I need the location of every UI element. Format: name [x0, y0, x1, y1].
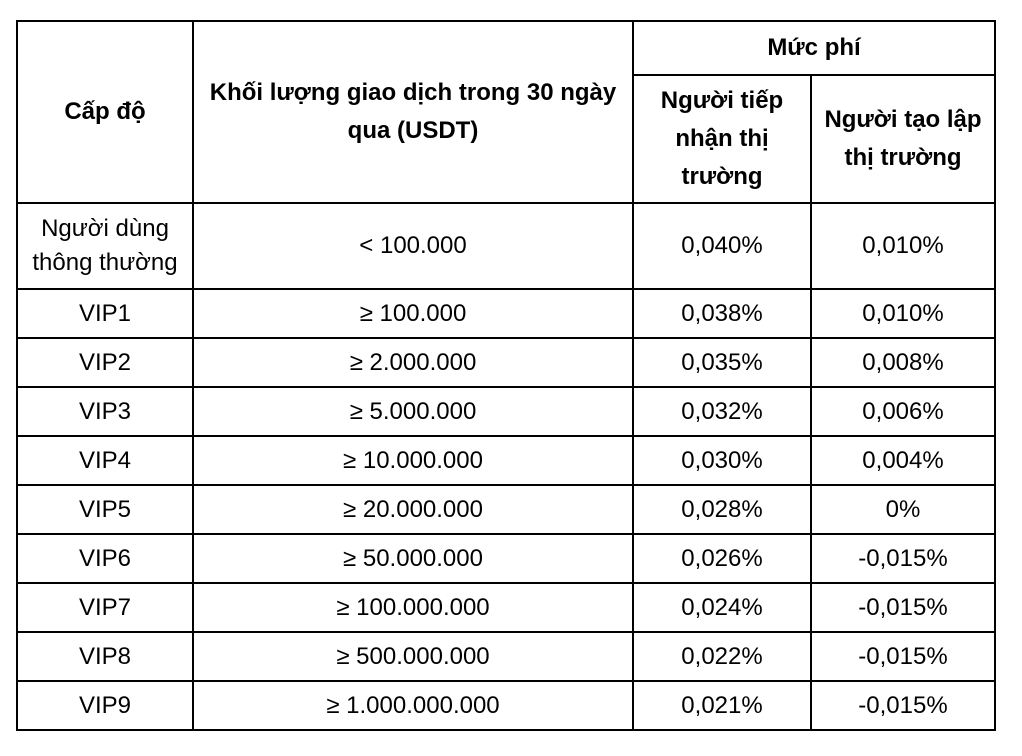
cell-taker-fee: 0,024% — [633, 583, 811, 632]
cell-taker-fee: 0,030% — [633, 436, 811, 485]
cell-taker-fee: 0,021% — [633, 681, 811, 730]
cell-volume: ≥ 50.000.000 — [193, 534, 633, 583]
cell-volume: ≥ 100.000.000 — [193, 583, 633, 632]
table-row — [17, 534, 995, 583]
table-row — [17, 583, 995, 632]
cell-maker-fee: -0,015% — [811, 534, 995, 583]
cell-maker-fee: 0% — [811, 485, 995, 534]
header-fee-group: Mức phí — [633, 21, 995, 75]
cell-volume: < 100.000 — [193, 203, 633, 289]
cell-volume: ≥ 20.000.000 — [193, 485, 633, 534]
cell-taker-fee: 0,022% — [633, 632, 811, 681]
cell-volume: ≥ 100.000 — [193, 289, 633, 338]
cell-taker-fee: 0,040% — [633, 203, 811, 289]
cell-level: VIP4 — [17, 436, 193, 485]
table-row — [17, 632, 995, 681]
table-row — [17, 338, 995, 387]
cell-taker-fee: 0,032% — [633, 387, 811, 436]
cell-level: VIP1 — [17, 289, 193, 338]
cell-level: VIP5 — [17, 485, 193, 534]
table-row — [17, 485, 995, 534]
header-volume: Khối lượng giao dịch trong 30 ngày qua (USDT) — [193, 21, 633, 203]
table-row — [17, 681, 995, 730]
cell-taker-fee: 0,038% — [633, 289, 811, 338]
cell-level: VIP3 — [17, 387, 193, 436]
table-body — [17, 203, 995, 730]
cell-level: VIP6 — [17, 534, 193, 583]
cell-maker-fee: -0,015% — [811, 681, 995, 730]
table-row — [17, 436, 995, 485]
cell-maker-fee: -0,015% — [811, 632, 995, 681]
cell-maker-fee: -0,015% — [811, 583, 995, 632]
fee-table-container — [16, 20, 996, 731]
cell-volume: ≥ 5.000.000 — [193, 387, 633, 436]
cell-maker-fee: 0,006% — [811, 387, 995, 436]
cell-taker-fee: 0,026% — [633, 534, 811, 583]
cell-level: VIP9 — [17, 681, 193, 730]
fee-schedule-table — [16, 20, 996, 731]
cell-level: VIP8 — [17, 632, 193, 681]
table-row — [17, 203, 995, 289]
cell-level: Người dùng thông thường — [17, 203, 193, 289]
header-row-top — [17, 21, 995, 75]
cell-volume: ≥ 1.000.000.000 — [193, 681, 633, 730]
cell-maker-fee: 0,004% — [811, 436, 995, 485]
cell-volume: ≥ 10.000.000 — [193, 436, 633, 485]
cell-level: VIP2 — [17, 338, 193, 387]
cell-level: VIP7 — [17, 583, 193, 632]
cell-maker-fee: 0,008% — [811, 338, 995, 387]
table-header — [17, 21, 995, 203]
cell-maker-fee: 0,010% — [811, 289, 995, 338]
table-row — [17, 289, 995, 338]
cell-maker-fee: 0,010% — [811, 203, 995, 289]
header-taker: Người tiếp nhận thị trường — [633, 75, 811, 203]
cell-volume: ≥ 500.000.000 — [193, 632, 633, 681]
cell-taker-fee: 0,028% — [633, 485, 811, 534]
table-row — [17, 387, 995, 436]
header-level: Cấp độ — [17, 21, 193, 203]
cell-taker-fee: 0,035% — [633, 338, 811, 387]
header-maker: Người tạo lập thị trường — [811, 75, 995, 203]
cell-volume: ≥ 2.000.000 — [193, 338, 633, 387]
